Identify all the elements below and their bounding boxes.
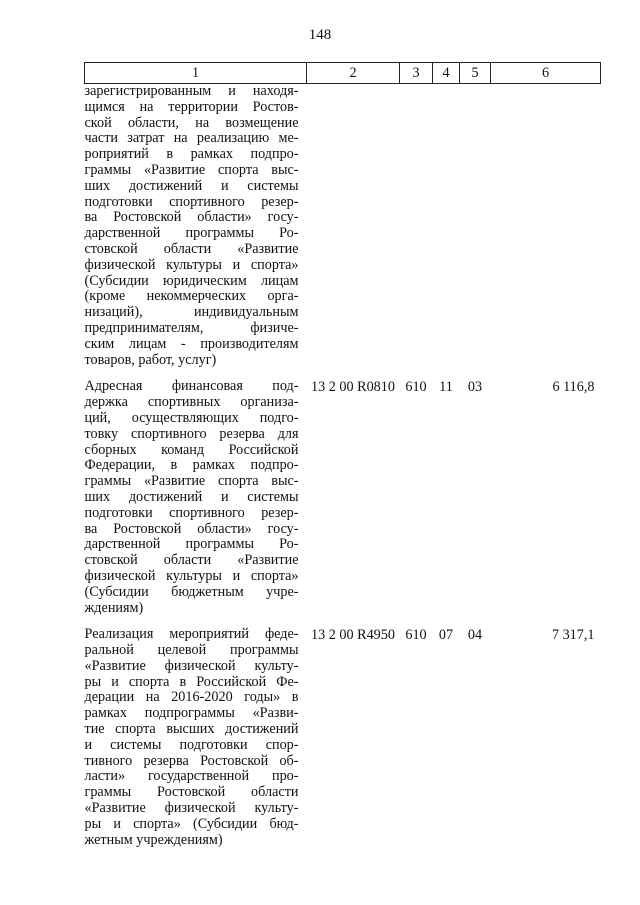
item-name-line: ций, осуществляющих подго-	[84, 409, 299, 426]
expense-type-cell	[400, 84, 433, 375]
item-name-line: ших достижений и системы	[84, 177, 299, 194]
item-name-line: физической культуры и спорта»	[84, 567, 299, 584]
item-name-line: граммы Ростовской области	[84, 784, 299, 801]
target-article-code-cell	[307, 84, 400, 375]
subsection-cell	[460, 84, 491, 375]
expense-type-cell: 610	[405, 379, 427, 396]
item-name-line: рамках подпрограммы «Разви-	[84, 705, 299, 722]
section-cell	[433, 84, 460, 375]
column-header: 2	[307, 63, 400, 84]
item-name-line: стовской области «Развитие	[84, 240, 299, 257]
item-name-line: ской области, на возмещение	[84, 114, 299, 131]
item-name-line: ры и спорта» (Субсидии бюд-	[84, 815, 299, 832]
item-name-line: ласти» государственной про-	[84, 768, 299, 785]
item-name-line: ших достижений и системы	[84, 488, 299, 505]
target-article-code-cell: 13 2 00 R4950	[311, 627, 395, 644]
item-name-line: ральной целевой программы	[84, 642, 299, 659]
page-number: 148	[308, 27, 332, 43]
table-body	[85, 84, 601, 855]
column-header: 3	[400, 63, 433, 84]
item-name-line: жетным учреждениям)	[84, 831, 223, 848]
column-header: 6	[491, 63, 601, 84]
item-name-line: дерации на 2016-2020 годы» в	[84, 689, 299, 706]
item-name-line: (Субсидии юридическим лицам	[84, 272, 299, 289]
item-name-line: зарегистрированным и находя-	[84, 83, 299, 99]
expense-type-cell: 610	[405, 627, 427, 644]
item-name-line: ры и спорта в Российской Фе-	[84, 673, 299, 690]
item-name-line: ждениям)	[84, 599, 144, 616]
item-name-line: роприятий в рамках подпро-	[84, 146, 299, 163]
item-name-line: части затрат на реализацию ме-	[84, 130, 299, 147]
item-name-line: подготовки спортивного резер-	[84, 193, 299, 210]
section-cell: 11	[439, 379, 453, 396]
item-name-line: физической культуры и спорта»	[84, 256, 299, 273]
item-name-line: граммы «Развитие спорта выс-	[84, 161, 299, 178]
amount-cell: 6 116,8	[552, 379, 595, 396]
item-name-line: граммы «Развитие спорта выс-	[84, 473, 299, 490]
item-name-line: ва Ростовской области» госу-	[84, 520, 299, 537]
subsection-cell: 04	[467, 627, 483, 644]
item-name-line: товку спортивного резерва для	[84, 425, 299, 442]
item-name-line: щимся на территории Ростов-	[84, 98, 299, 115]
item-name-line: (кроме некоммерческих орга-	[84, 288, 299, 305]
item-name-line: «Развитие физической культу-	[84, 800, 299, 817]
item-name-line: держка спортивных организа-	[84, 394, 299, 411]
item-name-line: сборных команд Российской	[84, 441, 299, 458]
item-name-line: дарственной программы Ро-	[84, 225, 299, 242]
item-name-line: дарственной программы Ро-	[84, 536, 299, 553]
item-name-line: Адресная финансовая под-	[84, 378, 299, 395]
item-name-cell	[85, 84, 307, 375]
item-name-cell	[85, 374, 307, 622]
target-article-code-cell: 13 2 00 R0810	[311, 379, 395, 396]
item-name-line: ским лицам - производителям	[84, 335, 299, 352]
column-header: 5	[460, 63, 491, 84]
item-name-line: низаций), индивидуальным	[84, 304, 299, 321]
subsection-cell: 03	[467, 379, 483, 396]
table-row	[85, 374, 601, 622]
item-name-line: и системы подготовки спор-	[84, 736, 299, 753]
item-name-line: Реализация мероприятий феде-	[84, 626, 299, 643]
item-name-line: предпринимателям, физиче-	[84, 319, 299, 336]
amount-cell: 7 317,1	[551, 627, 595, 644]
budget-table	[84, 62, 601, 854]
item-name-line: тивного резерва Ростовской об-	[84, 752, 299, 769]
column-header: 4	[433, 63, 460, 84]
item-name-line: «Развитие физической культу-	[84, 657, 299, 674]
item-name-line: тие спорта высших достижений	[84, 721, 299, 738]
table-row	[85, 622, 601, 854]
item-name-line: товаров, работ, услуг)	[84, 351, 217, 368]
column-header: 1	[85, 63, 307, 84]
item-name-line: подготовки спортивного резер-	[84, 504, 299, 521]
item-name-cell	[85, 622, 307, 854]
item-name-line: Федерации, в рамках подпро-	[84, 457, 299, 474]
item-name-line: ва Ростовской области» госу-	[84, 209, 299, 226]
amount-cell	[491, 84, 601, 375]
section-cell: 07	[438, 627, 454, 644]
item-name-line: стовской области «Развитие	[84, 552, 299, 569]
table-row	[85, 84, 601, 375]
item-name-line: (Субсидии бюджетным учре-	[84, 583, 299, 600]
table-header-row	[85, 63, 601, 84]
